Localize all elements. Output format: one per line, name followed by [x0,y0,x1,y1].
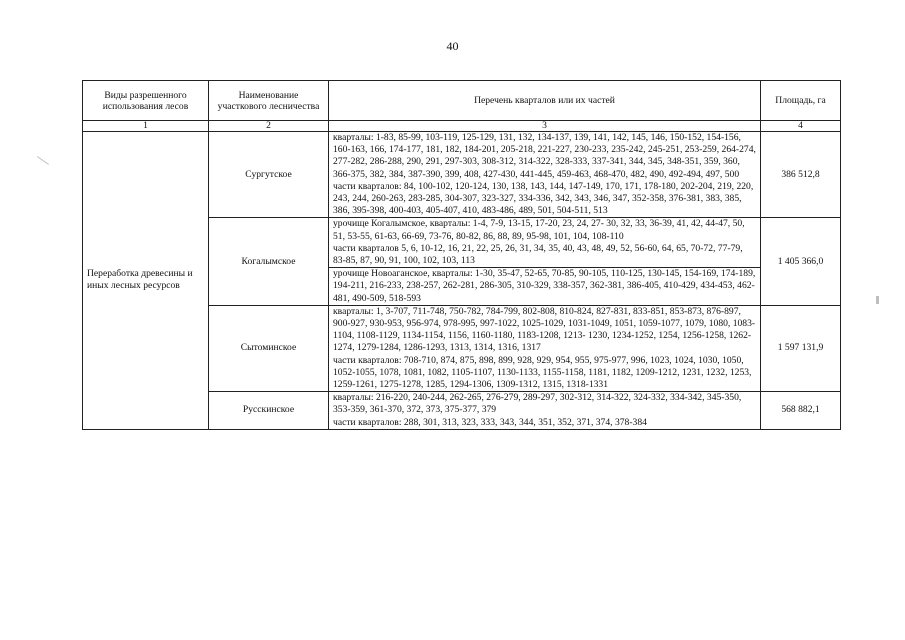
quarters-list [329,268,761,306]
area-value: 386 512,8 [761,132,841,218]
page-number: 40 [446,39,459,53]
area-value: 1 597 131,9 [761,305,841,391]
quarters-list [329,305,761,391]
table-header-row [83,81,841,121]
column-number: 4 [761,121,841,132]
partial-quarters-text: части кварталов: 708-710, 874, 875, 898, 899, 928, 929, 954, 955, 975-977, 996, 1023, 1024, 1030, 1050, 1052-1055, 1078, 1081, 1082, 1105-1107, 1130-1133, 1155-1158, 1181, 1182, 1209-1212, 1231, 1232, 1253, 1259-1261, 1275-1278, 1285, 1294-1306, 1309-1312, 1315, 1318-1331 [333,354,752,391]
column-number: 3 [329,121,761,132]
header-use-type: Виды разрешенного использования лесов [83,81,209,121]
column-number: 1 [83,121,209,132]
scan-mark [37,156,49,165]
area-value: 1 405 366,0 [761,218,841,305]
table-row [83,132,841,218]
quarters-text: кварталы: 1, 3-707, 711-748, 750-782, 784-799, 802-808, 810-824, 827-831, 833-851, 853-873, 876-897, 900-927, 930-953, 956-974, 978-995, 997-1022, 1025-1029, 1031-1049, 1051, 1059-1077, 1079, 1080, 1083-1104, 1108-1129, 1134-1154, 1156, 1160-1180, 1183-1208, 1213- 1230, 1234-1252, 1254, 1256-1258, 1262-1274, 1279-1284, 1286-1293, 1313, 1314, 1316, 1317 [333,305,756,354]
header-forestry: Наименование участкового лесничества [209,81,329,121]
forestry-name: Русскинское [209,392,329,430]
quarters-list [329,218,761,268]
quarters-list [329,132,761,218]
forestry-name: Когалымское [209,218,329,305]
quarters-text: кварталы: 216-220, 240-244, 262-265, 276-279, 289-297, 302-312, 314-322, 324-332, 334-342, 345-350, 353-359, 361-370, 372, 373, 375-377, 379 [333,392,742,416]
forestry-name: Сытоминское [209,305,329,391]
quarters-text: урочище Когалымское, кварталы: 1-4, 7-9, 13-15, 17-20, 23, 24, 27- 30, 32, 33, 36-39, 41, 42, 44-47, 50, 51, 53-55, 61-63, 66-69, 73-76, 80-82, 86, 88, 89, 95-98, 101, 104, 108-110 [333,218,745,242]
quarters-text: кварталы: 1-83, 85-99, 103-119, 125-129, 131, 132, 134-137, 139, 141, 142, 145, 146, 150-152, 154-156, 160-163, 166, 174-177, 181, 182, 184-201, 205-218, 221-227, 230-233, 235-242, 245-251, 253-259, 264-274, 277-282, 286-288, 290, 291, 297-303, 308-312, 314-322, 328-333, 337-341, 344, 345, 348-351, 359, 360, 366-375, 382, 384, 387-390, 399, 408, 427-430, 441-445, 459-463, 468-470, 482, 490, 492-494, 497, 500 [333,132,756,180]
forest-quarters-table [82,80,841,430]
partial-quarters-text: части кварталов: 288, 301, 313, 323, 333, 343, 344, 351, 352, 371, 374, 378-384 [333,416,647,428]
scan-mark [876,296,879,304]
column-number-row [83,121,841,132]
quarters-list [329,392,761,430]
forestry-name: Сургутское [209,132,329,218]
partial-quarters-text: части кварталов 5, 6, 10-12, 16, 21, 22, 25, 26, 31, 34, 35, 40, 43, 48, 49, 52, 56-60, 64, 65, 70-72, 77-79, 83-85, 87, 90, 91, 100, 102, 103, 113 [333,242,743,267]
header-area: Площадь, га [761,81,841,121]
quarters-text: урочище Новоаганское, кварталы: 1-30, 35-47, 52-65, 70-85, 90-105, 110-125, 130-145, 154-169, 174-189, 194-211, 216-233, 238-257, 262-281, 286-305, 310-329, 338-357, 362-381, 386-405, 410-429, 434-453, 462-481, 490-509, 518-593 [333,268,756,304]
column-number: 2 [209,121,329,132]
use-type-cell: Переработка древесины и иных лесных ресурсов [83,132,209,430]
area-value: 568 882,1 [761,392,841,430]
header-quarters: Перечень кварталов или их частей [329,81,761,121]
partial-quarters-text: части кварталов: 84, 100-102, 120-124, 130, 138, 143, 144, 147-149, 170, 171, 178-180, 202-204, 219, 220, 243, 244, 260-263, 283-285, 304-307, 323-327, 334-336, 342, 343, 346, 347, 352-358, 376-381, 383, 385, 386, 395-398, 400-403, 405-407, 410, 483-486, 489, 501, 504-511, 513 [333,180,754,217]
